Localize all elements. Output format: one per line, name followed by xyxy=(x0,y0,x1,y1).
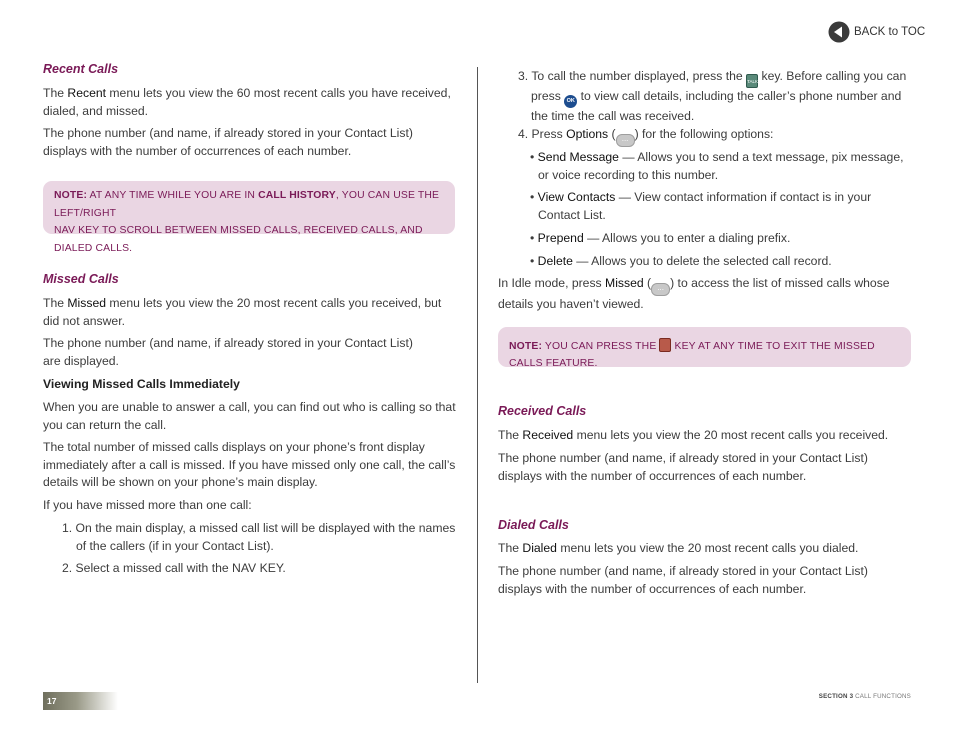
talk-key-icon: TALK xyxy=(746,74,758,88)
received-menu-term: Received xyxy=(522,428,574,442)
received-calls-paragraph-2: The phone number (and name, if already stored in your Contact List) displays with the number of occurrences of each number. xyxy=(498,451,868,483)
received-calls-paragraph-1: The Received menu lets you view the 20 most recent calls you received. xyxy=(498,428,889,442)
back-to-toc-label: BACK to TOC xyxy=(854,26,926,38)
dialed-menu-term: Dialed xyxy=(522,541,557,555)
note-end-key: NOTE: YOU CAN PRESS THE KEY AT ANY TIME TO EXIT THE MISSED CALLS FEATURE. xyxy=(498,327,911,367)
back-to-toc-link[interactable] xyxy=(828,21,925,43)
note-call-history: NOTE: AT ANY TIME WHILE YOU ARE IN CALL HISTORY, YOU CAN USE THE LEFT/RIGHT NAV KEY TO SCROLL BETWEEN MISSED CALLS, RECEIVED CALLS, AND DIALED CALLS. xyxy=(43,181,455,234)
option-bullet-send-message: • Send Message — Allows you to send a text message, pix message, or voice recording to this number. xyxy=(530,150,904,182)
page-number-bar xyxy=(43,692,118,710)
recent-calls-paragraph-1: The Recent menu lets you view the 60 most recent calls you have received, dialed, and missed. xyxy=(43,86,451,118)
viewing-missed-calls-subheading: Viewing Missed Calls Immediately xyxy=(43,377,240,391)
ok-key-icon: OK xyxy=(564,95,577,108)
section-label: SECTION 3 xyxy=(818,693,854,700)
section-footer xyxy=(819,693,911,700)
missed-calls-paragraph-1: The Missed menu lets you view the 20 most recent calls you received, but did not answer. xyxy=(43,296,442,328)
options-term: Options xyxy=(566,127,609,141)
call-history-term: CALL HISTORY xyxy=(258,190,336,201)
dialed-calls-paragraph-2: The phone number (and name, if already stored in your Contact List) displays with the number of occurrences of each number. xyxy=(498,564,868,596)
missed-term: Missed xyxy=(605,276,644,290)
recent-calls-heading: Recent Calls xyxy=(43,62,119,76)
missed-calls-step-1: 1. On the main display, a missed call list will be displayed with the names of the callers (if in your Contact List). xyxy=(62,521,456,553)
note-label: NOTE: xyxy=(509,341,543,352)
recent-menu-term: Recent xyxy=(67,86,107,100)
missed-calls-step-2: 2. Select a missed call with the NAV KEY. xyxy=(62,561,286,575)
missed-calls-paragraph-5: If you have missed more than one call: xyxy=(43,498,252,512)
options-softkey-icon: ... xyxy=(616,134,635,147)
missed-calls-paragraph-4: The total number of missed calls displays on your phone’s front display immediately after a call is missed. If you have missed only one call, the call’s details will be shown on your phone’s main display. xyxy=(43,440,456,489)
option-bullet-delete: • Delete — Allows you to delete the selected call record. xyxy=(530,254,832,268)
back-arrow-icon xyxy=(828,21,850,43)
note-label: NOTE: xyxy=(54,190,88,201)
missed-calls-paragraph-2: The phone number (and name, if already stored in your Contact List) are displayed. xyxy=(43,336,413,368)
end-key-icon xyxy=(659,338,671,352)
missed-softkey-icon: ... xyxy=(651,283,670,296)
missed-calls-heading: Missed Calls xyxy=(43,272,119,286)
column-divider xyxy=(477,67,478,683)
section-title: CALL FUNCTIONS xyxy=(855,693,911,700)
recent-calls-paragraph-2: The phone number (and name, if already stored in your Contact List) displays with the number of occurrences of each number. xyxy=(43,126,413,158)
page-number: 17 xyxy=(47,696,57,706)
received-calls-heading: Received Calls xyxy=(498,404,587,418)
dialed-calls-paragraph-1: The Dialed menu lets you view the 20 most recent calls you dialed. xyxy=(498,541,859,555)
idle-mode-paragraph: In Idle mode, press Missed ( ... ) to access the list of missed calls whose details you haven’t viewed. xyxy=(498,276,890,311)
option-bullet-view-contacts: • View Contacts — View contact information if contact is in your Contact List. xyxy=(530,190,872,222)
dialed-calls-heading: Dialed Calls xyxy=(498,518,569,532)
step-4: 4. Press Options ( ... ) for the following options: xyxy=(518,126,773,147)
missed-menu-term: Missed xyxy=(67,296,106,310)
missed-calls-paragraph-3: When you are unable to answer a call, you can find out who is calling so that you can return the call. xyxy=(43,400,456,432)
step-3: 3. To call the number displayed, press the TALK key. Before calling you can press OK to view call details, including the caller’s phone number and the time the call was received. xyxy=(518,69,907,123)
option-bullet-prepend: • Prepend — Allows you to enter a dialing prefix. xyxy=(530,231,791,245)
